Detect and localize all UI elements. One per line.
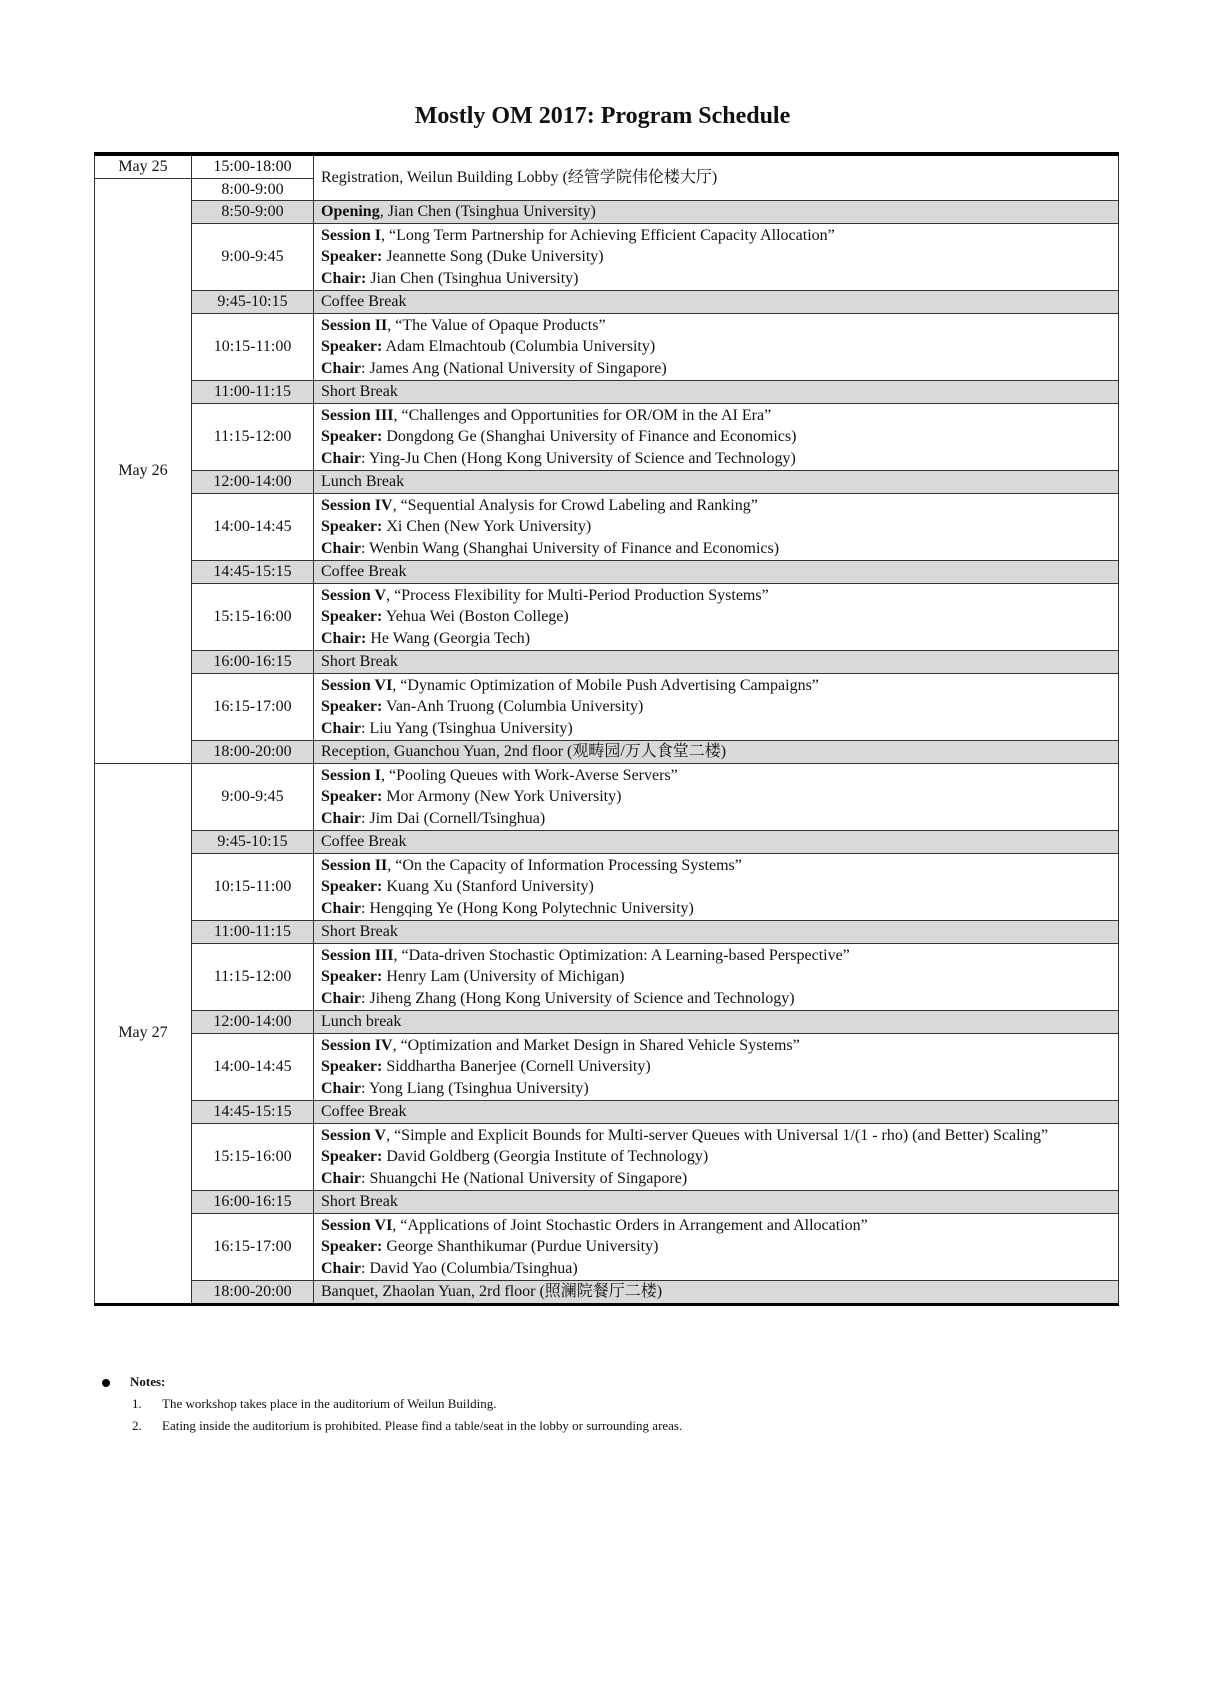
session-separator: , bbox=[392, 676, 401, 694]
session-separator: , bbox=[387, 316, 396, 334]
session-number: Session VI bbox=[321, 1216, 393, 1234]
bullet-icon bbox=[102, 1379, 110, 1387]
chair-line-label: Chair bbox=[321, 449, 361, 467]
break-cell: Coffee Break bbox=[314, 1101, 1119, 1124]
speaker-line bbox=[321, 336, 1111, 358]
chair-line bbox=[321, 538, 1111, 560]
speaker-line-label: Speaker: bbox=[321, 878, 383, 895]
speaker-line bbox=[321, 966, 1111, 988]
session-title: “Challenges and Opportunities for OR/OM in the AI Era” bbox=[401, 406, 772, 424]
session-number: Session I bbox=[321, 226, 382, 244]
table-row bbox=[95, 493, 1119, 561]
session-number: Session IV bbox=[321, 1036, 393, 1054]
speaker-line bbox=[321, 426, 1111, 448]
time-cell: 9:00-9:45 bbox=[192, 763, 314, 831]
speaker-line-text: Yehua Wei (Boston College) bbox=[382, 608, 569, 625]
session-cell bbox=[314, 313, 1119, 381]
session-title: “Data-driven Stochastic Optimization: A Learning-based Perspective” bbox=[401, 946, 850, 964]
break-cell: Reception, Guanchou Yuan, 2nd floor (观畴园/万人食堂二楼) bbox=[314, 741, 1119, 764]
session-title-line bbox=[321, 945, 1111, 967]
table-row bbox=[95, 291, 1119, 314]
session-title-line bbox=[321, 585, 1111, 607]
notes bbox=[102, 1371, 682, 1437]
time-cell: 12:00-14:00 bbox=[192, 1011, 314, 1034]
table-row bbox=[95, 741, 1119, 764]
break-cell: Short Break bbox=[314, 381, 1119, 404]
break-cell: Coffee Break bbox=[314, 291, 1119, 314]
session-cell bbox=[314, 943, 1119, 1011]
break-cell: Coffee Break bbox=[314, 831, 1119, 854]
session-cell bbox=[314, 1033, 1119, 1101]
session-title-line bbox=[321, 1035, 1111, 1057]
session-title: “Sequential Analysis for Crowd Labeling and Ranking” bbox=[400, 496, 758, 514]
table-row bbox=[95, 403, 1119, 471]
event-cell-registration: Registration, Weilun Building Lobby (经管学院伟伦楼大厅) bbox=[314, 154, 1119, 201]
note-number: 1. bbox=[132, 1396, 142, 1411]
time-cell: 8:50-9:00 bbox=[192, 201, 314, 224]
note-item bbox=[102, 1415, 682, 1437]
session-title: “The Value of Opaque Products” bbox=[395, 316, 606, 334]
speaker-line-label: Speaker: bbox=[321, 788, 383, 805]
session-separator: , bbox=[393, 406, 402, 424]
chair-line bbox=[321, 358, 1111, 380]
chair-line-text: : Liu Yang (Tsinghua University) bbox=[361, 719, 573, 737]
table-row bbox=[95, 1281, 1119, 1305]
speaker-line bbox=[321, 516, 1111, 538]
time-cell: 11:00-11:15 bbox=[192, 921, 314, 944]
chair-line-text: : Jim Dai (Cornell/Tsinghua) bbox=[361, 809, 546, 827]
speaker-line bbox=[321, 1056, 1111, 1078]
session-number: Session I bbox=[321, 766, 382, 784]
speaker-line-label: Speaker: bbox=[321, 1148, 383, 1165]
time-cell: 16:15-17:00 bbox=[192, 673, 314, 741]
speaker-line-label: Speaker: bbox=[321, 518, 383, 535]
speaker-line-text: Jeannette Song (Duke University) bbox=[382, 248, 604, 265]
session-cell bbox=[314, 583, 1119, 651]
session-number: Session V bbox=[321, 586, 387, 604]
session-cell bbox=[314, 673, 1119, 741]
session-cell bbox=[314, 223, 1119, 291]
table-row bbox=[95, 921, 1119, 944]
chair-line-text: : Hengqing Ye (Hong Kong Polytechnic University) bbox=[361, 899, 694, 917]
session-cell bbox=[314, 763, 1119, 831]
speaker-line bbox=[321, 1146, 1111, 1168]
session-separator: , bbox=[392, 1216, 401, 1234]
event-cell-opening bbox=[314, 201, 1119, 224]
chair-line bbox=[321, 268, 1111, 290]
session-title-line bbox=[321, 225, 1111, 247]
speaker-line bbox=[321, 246, 1111, 268]
time-cell: 9:45-10:15 bbox=[192, 291, 314, 314]
table-row bbox=[95, 1213, 1119, 1281]
session-title-line bbox=[321, 315, 1111, 337]
chair-line-text: He Wang (Georgia Tech) bbox=[366, 629, 531, 647]
chair-line bbox=[321, 1168, 1111, 1190]
session-title: “Pooling Queues with Work-Averse Servers” bbox=[389, 766, 678, 784]
schedule-table bbox=[94, 152, 1119, 1306]
note-number: 2. bbox=[132, 1418, 142, 1433]
chair-line-text: : David Yao (Columbia/Tsinghua) bbox=[361, 1259, 578, 1277]
session-number: Session VI bbox=[321, 676, 393, 694]
table-row bbox=[95, 1033, 1119, 1101]
session-title: “On the Capacity of Information Processing Systems” bbox=[395, 856, 742, 874]
table-row bbox=[95, 561, 1119, 584]
chair-line-text: : James Ang (National University of Singapore) bbox=[361, 359, 667, 377]
session-separator: , bbox=[386, 586, 395, 604]
chair-line-label: Chair bbox=[321, 1259, 361, 1277]
chair-line bbox=[321, 808, 1111, 830]
session-number: Session III bbox=[321, 406, 394, 424]
speaker-line-text: Xi Chen (New York University) bbox=[382, 518, 592, 535]
session-separator: , bbox=[381, 226, 390, 244]
break-cell: Banquet, Zhaolan Yuan, 2rd floor (照澜院餐厅二楼) bbox=[314, 1281, 1119, 1305]
chair-line-text: : Yong Liang (Tsinghua University) bbox=[361, 1079, 589, 1097]
chair-line bbox=[321, 1258, 1111, 1280]
time-cell: 12:00-14:00 bbox=[192, 471, 314, 494]
time-cell: 14:45-15:15 bbox=[192, 1101, 314, 1124]
session-cell bbox=[314, 403, 1119, 471]
speaker-line-label: Speaker: bbox=[321, 608, 383, 625]
speaker-line-text: George Shanthikumar (Purdue University) bbox=[382, 1238, 659, 1255]
page-title: Mostly OM 2017: Program Schedule bbox=[414, 103, 791, 129]
speaker-line-text: Adam Elmachtoub (Columbia University) bbox=[382, 338, 656, 355]
session-title-line bbox=[321, 1215, 1111, 1237]
session-title-line bbox=[321, 675, 1111, 697]
speaker-line bbox=[321, 606, 1111, 628]
speaker-line-label: Speaker: bbox=[321, 248, 383, 265]
chair-line-label: Chair: bbox=[321, 629, 367, 647]
table-row bbox=[95, 223, 1119, 291]
speaker-line bbox=[321, 1236, 1111, 1258]
speaker-line-text: David Goldberg (Georgia Institute of Technology) bbox=[382, 1148, 709, 1165]
speaker-line bbox=[321, 696, 1111, 718]
chair-line-text: : Jiheng Zhang (Hong Kong University of Science and Technology) bbox=[361, 989, 795, 1007]
session-title-line bbox=[321, 405, 1111, 427]
time-cell: 10:15-11:00 bbox=[192, 853, 314, 921]
session-title-line bbox=[321, 495, 1111, 517]
chair-line-label: Chair bbox=[321, 899, 361, 917]
note-item bbox=[102, 1393, 682, 1415]
chair-line-text: : Wenbin Wang (Shanghai University of Finance and Economics) bbox=[361, 539, 780, 557]
time-cell: 15:00-18:00 bbox=[192, 154, 314, 178]
table-row bbox=[95, 201, 1119, 224]
table-row bbox=[95, 943, 1119, 1011]
notes-heading: Notes: bbox=[130, 1374, 166, 1389]
session-title: “Dynamic Optimization of Mobile Push Advertising Campaigns” bbox=[400, 676, 819, 694]
speaker-line-label: Speaker: bbox=[321, 428, 383, 445]
session-title: “Applications of Joint Stochastic Orders in Arrangement and Allocation” bbox=[400, 1216, 868, 1234]
chair-line-label: Chair bbox=[321, 989, 361, 1007]
break-cell: Short Break bbox=[314, 1191, 1119, 1214]
speaker-line-text: Kuang Xu (Stanford University) bbox=[382, 878, 594, 895]
chair-line-label: Chair bbox=[321, 809, 361, 827]
note-text: The workshop takes place in the auditorium of Weilun Building. bbox=[162, 1396, 497, 1411]
break-cell: Short Break bbox=[314, 651, 1119, 674]
speaker-line-text: Siddhartha Banerjee (Cornell University) bbox=[382, 1058, 651, 1075]
time-cell: 15:15-16:00 bbox=[192, 1123, 314, 1191]
date-cell: May 27 bbox=[95, 763, 192, 1304]
session-title-line bbox=[321, 1125, 1111, 1147]
time-cell: 18:00-20:00 bbox=[192, 1281, 314, 1305]
chair-line bbox=[321, 628, 1111, 650]
chair-line bbox=[321, 988, 1111, 1010]
time-cell: 11:15-12:00 bbox=[192, 403, 314, 471]
time-cell: 11:15-12:00 bbox=[192, 943, 314, 1011]
speaker-line-label: Speaker: bbox=[321, 338, 383, 355]
break-cell: Lunch Break bbox=[314, 471, 1119, 494]
session-separator: , bbox=[386, 1126, 395, 1144]
date-cell: May 26 bbox=[95, 178, 192, 763]
time-cell: 9:45-10:15 bbox=[192, 831, 314, 854]
session-title-line bbox=[321, 765, 1111, 787]
time-cell: 11:00-11:15 bbox=[192, 381, 314, 404]
speaker-line bbox=[321, 786, 1111, 808]
chair-line-text: : Ying-Ju Chen (Hong Kong University of Science and Technology) bbox=[361, 449, 796, 467]
time-cell: 15:15-16:00 bbox=[192, 583, 314, 651]
chair-line-label: Chair: bbox=[321, 269, 367, 287]
session-title: “Optimization and Market Design in Shared Vehicle Systems” bbox=[400, 1036, 800, 1054]
session-cell bbox=[314, 1123, 1119, 1191]
session-separator: , bbox=[381, 766, 390, 784]
table-row bbox=[95, 381, 1119, 404]
break-cell: Coffee Break bbox=[314, 561, 1119, 584]
time-cell: 16:00-16:15 bbox=[192, 1191, 314, 1214]
speaker-line-label: Speaker: bbox=[321, 968, 383, 985]
break-cell: Short Break bbox=[314, 921, 1119, 944]
chair-line-label: Chair bbox=[321, 539, 361, 557]
table-row bbox=[95, 1011, 1119, 1034]
session-number: Session II bbox=[321, 856, 388, 874]
date-cell: May 25 bbox=[95, 154, 192, 178]
speaker-line-text: Henry Lam (University of Michigan) bbox=[382, 968, 625, 985]
table-row bbox=[95, 583, 1119, 651]
table-row bbox=[95, 154, 1119, 178]
chair-line bbox=[321, 1078, 1111, 1100]
session-number: Session II bbox=[321, 316, 388, 334]
table-row bbox=[95, 1123, 1119, 1191]
speaker-line bbox=[321, 876, 1111, 898]
chair-line-label: Chair bbox=[321, 1169, 361, 1187]
session-cell bbox=[314, 1213, 1119, 1281]
time-cell: 14:45-15:15 bbox=[192, 561, 314, 584]
chair-line bbox=[321, 898, 1111, 920]
session-title-line bbox=[321, 855, 1111, 877]
break-cell: Lunch break bbox=[314, 1011, 1119, 1034]
speaker-line-text: Dongdong Ge (Shanghai University of Finance and Economics) bbox=[382, 428, 797, 445]
time-cell: 8:00-9:00 bbox=[192, 178, 314, 201]
session-title: “Process Flexibility for Multi-Period Production Systems” bbox=[394, 586, 769, 604]
table-row bbox=[95, 471, 1119, 494]
speaker-line-label: Speaker: bbox=[321, 1238, 383, 1255]
speaker-line-label: Speaker: bbox=[321, 698, 383, 715]
opening-detail: , Jian Chen (Tsinghua University) bbox=[379, 203, 596, 220]
chair-line-label: Chair bbox=[321, 719, 361, 737]
chair-line-text: : Shuangchi He (National University of Singapore) bbox=[361, 1169, 688, 1187]
session-separator: , bbox=[393, 946, 402, 964]
time-cell: 14:00-14:45 bbox=[192, 493, 314, 561]
note-text: Eating inside the auditorium is prohibited. Please find a table/seat in the lobby or surrounding areas. bbox=[162, 1418, 683, 1433]
chair-line bbox=[321, 448, 1111, 470]
time-cell: 10:15-11:00 bbox=[192, 313, 314, 381]
notes-heading-line bbox=[102, 1371, 682, 1393]
time-cell: 18:00-20:00 bbox=[192, 741, 314, 764]
time-cell: 9:00-9:45 bbox=[192, 223, 314, 291]
table-row bbox=[95, 1101, 1119, 1124]
table-row bbox=[95, 673, 1119, 741]
session-number: Session III bbox=[321, 946, 394, 964]
chair-line-label: Chair bbox=[321, 1079, 361, 1097]
session-number: Session IV bbox=[321, 496, 393, 514]
table-row bbox=[95, 651, 1119, 674]
speaker-line-label: Speaker: bbox=[321, 1058, 383, 1075]
time-cell: 14:00-14:45 bbox=[192, 1033, 314, 1101]
chair-line-text: Jian Chen (Tsinghua University) bbox=[366, 269, 579, 287]
session-separator: , bbox=[387, 856, 396, 874]
table-row bbox=[95, 1191, 1119, 1214]
table-row bbox=[95, 313, 1119, 381]
chair-line-label: Chair bbox=[321, 359, 361, 377]
session-cell bbox=[314, 493, 1119, 561]
session-number: Session V bbox=[321, 1126, 387, 1144]
time-cell: 16:15-17:00 bbox=[192, 1213, 314, 1281]
opening-label: Opening bbox=[321, 203, 380, 220]
time-cell: 16:00-16:15 bbox=[192, 651, 314, 674]
session-title: “Simple and Explicit Bounds for Multi-server Queues with Universal 1/(1 - rho) (and Better) Scaling” bbox=[394, 1126, 1049, 1144]
session-cell bbox=[314, 853, 1119, 921]
chair-line bbox=[321, 718, 1111, 740]
speaker-line-text: Van-Anh Truong (Columbia University) bbox=[382, 698, 644, 715]
table-row bbox=[95, 763, 1119, 831]
session-separator: , bbox=[392, 1036, 401, 1054]
session-title: “Long Term Partnership for Achieving Efficient Capacity Allocation” bbox=[389, 226, 835, 244]
session-separator: , bbox=[392, 496, 401, 514]
table-row bbox=[95, 831, 1119, 854]
table-row bbox=[95, 853, 1119, 921]
speaker-line-text: Mor Armony (New York University) bbox=[382, 788, 622, 805]
